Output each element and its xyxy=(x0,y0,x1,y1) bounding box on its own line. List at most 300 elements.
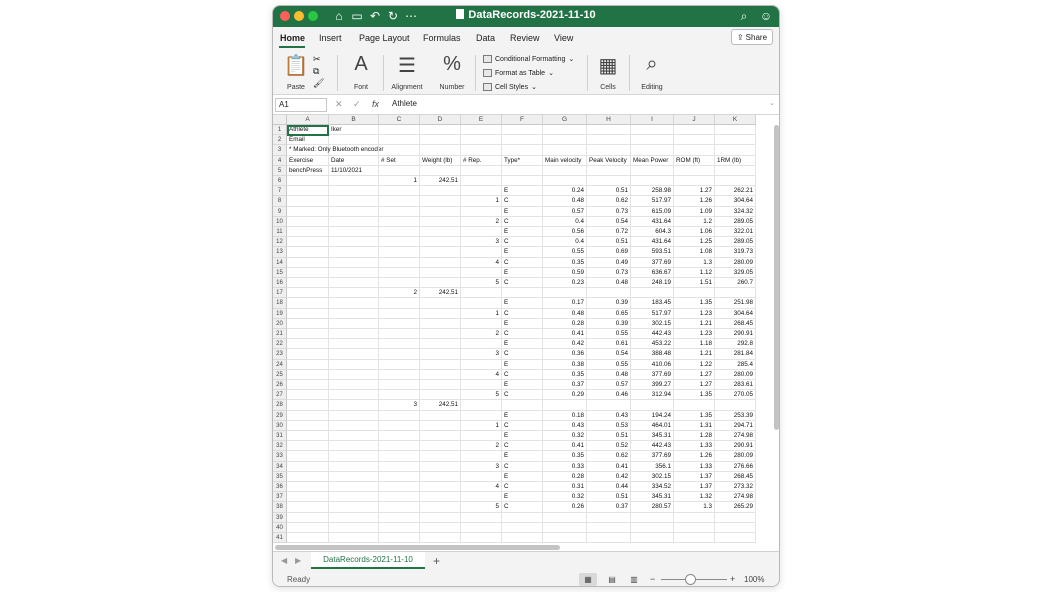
cell-D5[interactable] xyxy=(420,166,461,176)
cell-A21[interactable] xyxy=(287,329,329,339)
cell-K39[interactable] xyxy=(715,513,756,523)
cell-J37[interactable]: 1.32 xyxy=(674,492,715,502)
tab-data[interactable]: Data xyxy=(476,33,496,43)
cell-F15[interactable]: E xyxy=(502,268,543,278)
cell-D28[interactable]: 242.51 xyxy=(420,400,461,410)
cell-C36[interactable] xyxy=(379,482,420,492)
cell-J26[interactable]: 1.27 xyxy=(674,380,715,390)
cell-D29[interactable] xyxy=(420,411,461,421)
cell-C26[interactable] xyxy=(379,380,420,390)
cell-K12[interactable]: 289.05 xyxy=(715,237,756,247)
cell-B28[interactable] xyxy=(329,400,379,410)
cell-G6[interactable] xyxy=(543,176,587,186)
cell-E11[interactable] xyxy=(461,227,502,237)
copy-icon[interactable]: ⧉ xyxy=(313,66,320,76)
cell-E22[interactable] xyxy=(461,339,502,349)
cell-A37[interactable] xyxy=(287,492,329,502)
cell-K34[interactable]: 276.66 xyxy=(715,462,756,472)
cell-I40[interactable] xyxy=(631,523,674,533)
cell-C38[interactable] xyxy=(379,502,420,512)
cell-D24[interactable] xyxy=(420,360,461,370)
column-header[interactable]: J xyxy=(674,115,715,125)
row-header[interactable]: 12 xyxy=(273,237,287,247)
cell-H2[interactable] xyxy=(587,135,631,145)
cell-A5[interactable]: benchPress xyxy=(287,166,329,176)
cell-K35[interactable]: 268.45 xyxy=(715,472,756,482)
cell-H3[interactable] xyxy=(587,145,631,155)
cell-F3[interactable] xyxy=(502,145,543,155)
row-header[interactable]: 22 xyxy=(273,339,287,349)
cell-C23[interactable] xyxy=(379,349,420,359)
cell-B20[interactable] xyxy=(329,319,379,329)
column-header[interactable]: G xyxy=(543,115,587,125)
cell-F18[interactable]: E xyxy=(502,298,543,308)
cell-B27[interactable] xyxy=(329,390,379,400)
cell-I28[interactable] xyxy=(631,400,674,410)
cell-C19[interactable] xyxy=(379,309,420,319)
cell-I22[interactable]: 453.22 xyxy=(631,339,674,349)
cell-I1[interactable] xyxy=(631,125,674,135)
cell-J20[interactable]: 1.21 xyxy=(674,319,715,329)
cell-J40[interactable] xyxy=(674,523,715,533)
cell-G9[interactable]: 0.57 xyxy=(543,207,587,217)
cell-I41[interactable] xyxy=(631,533,674,543)
cell-G35[interactable]: 0.28 xyxy=(543,472,587,482)
cell-D17[interactable]: 242.51 xyxy=(420,288,461,298)
cell-G36[interactable]: 0.31 xyxy=(543,482,587,492)
select-all-corner[interactable] xyxy=(273,115,287,125)
cell-K38[interactable]: 265.29 xyxy=(715,502,756,512)
cell-B29[interactable] xyxy=(329,411,379,421)
function-icon[interactable]: fx xyxy=(372,99,380,109)
cell-G38[interactable]: 0.26 xyxy=(543,502,587,512)
cell-K19[interactable]: 304.64 xyxy=(715,309,756,319)
cell-G41[interactable] xyxy=(543,533,587,543)
cell-B3[interactable] xyxy=(329,145,379,155)
cell-A11[interactable] xyxy=(287,227,329,237)
cell-F4[interactable]: Type* xyxy=(502,156,543,166)
cell-E21[interactable]: 2 xyxy=(461,329,502,339)
cell-E31[interactable] xyxy=(461,431,502,441)
row-header[interactable]: 18 xyxy=(273,298,287,308)
cell-F16[interactable]: C xyxy=(502,278,543,288)
cell-D39[interactable] xyxy=(420,513,461,523)
cell-G3[interactable] xyxy=(543,145,587,155)
cell-I18[interactable]: 183.45 xyxy=(631,298,674,308)
cell-J39[interactable] xyxy=(674,513,715,523)
formula-input[interactable]: Athlete xyxy=(392,99,417,108)
cell-F37[interactable]: E xyxy=(502,492,543,502)
cell-F11[interactable]: E xyxy=(502,227,543,237)
more-icon[interactable]: ⋯ xyxy=(405,9,417,23)
cell-G30[interactable]: 0.43 xyxy=(543,421,587,431)
cell-F38[interactable]: C xyxy=(502,502,543,512)
cell-G21[interactable]: 0.41 xyxy=(543,329,587,339)
paste-group[interactable] xyxy=(279,51,313,95)
alignment-group[interactable] xyxy=(387,51,427,95)
cell-C37[interactable] xyxy=(379,492,420,502)
cell-E40[interactable] xyxy=(461,523,502,533)
cell-H23[interactable]: 0.54 xyxy=(587,349,631,359)
cell-F31[interactable]: E xyxy=(502,431,543,441)
cell-D27[interactable] xyxy=(420,390,461,400)
cell-E20[interactable] xyxy=(461,319,502,329)
cell-G18[interactable]: 0.17 xyxy=(543,298,587,308)
cell-A39[interactable] xyxy=(287,513,329,523)
page-layout-view-icon[interactable]: ▤ xyxy=(608,575,616,584)
cell-G25[interactable]: 0.35 xyxy=(543,370,587,380)
cell-J8[interactable]: 1.26 xyxy=(674,196,715,206)
cell-C21[interactable] xyxy=(379,329,420,339)
cell-C8[interactable] xyxy=(379,196,420,206)
cell-B34[interactable] xyxy=(329,462,379,472)
cell-H1[interactable] xyxy=(587,125,631,135)
cell-F10[interactable]: C xyxy=(502,217,543,227)
cell-H16[interactable]: 0.48 xyxy=(587,278,631,288)
cell-K10[interactable]: 289.05 xyxy=(715,217,756,227)
cell-D6[interactable]: 242.51 xyxy=(420,176,461,186)
cell-C5[interactable] xyxy=(379,166,420,176)
cell-H39[interactable] xyxy=(587,513,631,523)
cell-A16[interactable] xyxy=(287,278,329,288)
cell-H15[interactable]: 0.73 xyxy=(587,268,631,278)
cell-G33[interactable]: 0.35 xyxy=(543,451,587,461)
cell-B12[interactable] xyxy=(329,237,379,247)
cell-H4[interactable]: Peak Velocity xyxy=(587,156,631,166)
cell-D40[interactable] xyxy=(420,523,461,533)
cell-J6[interactable] xyxy=(674,176,715,186)
cell-F19[interactable]: C xyxy=(502,309,543,319)
row-header[interactable]: 19 xyxy=(273,309,287,319)
cell-C22[interactable] xyxy=(379,339,420,349)
cell-D38[interactable] xyxy=(420,502,461,512)
column-header[interactable]: F xyxy=(502,115,543,125)
cell-D18[interactable] xyxy=(420,298,461,308)
cell-F41[interactable] xyxy=(502,533,543,543)
cell-D36[interactable] xyxy=(420,482,461,492)
row-header[interactable]: 34 xyxy=(273,462,287,472)
cell-H35[interactable]: 0.42 xyxy=(587,472,631,482)
cell-H5[interactable] xyxy=(587,166,631,176)
cell-B26[interactable] xyxy=(329,380,379,390)
cell-B13[interactable] xyxy=(329,247,379,257)
row-header[interactable]: 36 xyxy=(273,482,287,492)
cell-C20[interactable] xyxy=(379,319,420,329)
cell-I17[interactable] xyxy=(631,288,674,298)
next-sheet-icon[interactable]: ▶ xyxy=(295,556,302,565)
cell-H17[interactable] xyxy=(587,288,631,298)
cell-H11[interactable]: 0.72 xyxy=(587,227,631,237)
cell-E23[interactable]: 3 xyxy=(461,349,502,359)
cell-G28[interactable] xyxy=(543,400,587,410)
cell-I29[interactable]: 194.24 xyxy=(631,411,674,421)
cell-K30[interactable]: 294.71 xyxy=(715,421,756,431)
cell-G39[interactable] xyxy=(543,513,587,523)
cell-K36[interactable]: 273.32 xyxy=(715,482,756,492)
cell-G12[interactable]: 0.4 xyxy=(543,237,587,247)
cell-C16[interactable] xyxy=(379,278,420,288)
cell-I15[interactable]: 636.67 xyxy=(631,268,674,278)
cell-D33[interactable] xyxy=(420,451,461,461)
cell-H25[interactable]: 0.48 xyxy=(587,370,631,380)
cell-I35[interactable]: 302.15 xyxy=(631,472,674,482)
cell-H34[interactable]: 0.41 xyxy=(587,462,631,472)
row-header[interactable]: 17 xyxy=(273,288,287,298)
cell-D35[interactable] xyxy=(420,472,461,482)
cell-E36[interactable]: 4 xyxy=(461,482,502,492)
cell-G27[interactable]: 0.29 xyxy=(543,390,587,400)
cell-D4[interactable]: Weight (lb) xyxy=(420,156,461,166)
column-header[interactable]: E xyxy=(461,115,502,125)
cell-D20[interactable] xyxy=(420,319,461,329)
cell-E5[interactable] xyxy=(461,166,502,176)
cell-C11[interactable] xyxy=(379,227,420,237)
cell-C18[interactable] xyxy=(379,298,420,308)
cell-I7[interactable]: 258.98 xyxy=(631,186,674,196)
cell-G23[interactable]: 0.36 xyxy=(543,349,587,359)
zoom-in-button[interactable]: + xyxy=(730,574,736,584)
cell-D12[interactable] xyxy=(420,237,461,247)
cell-C4[interactable]: # Set xyxy=(379,156,420,166)
undo-icon[interactable]: ↶ xyxy=(369,9,381,23)
cell-J2[interactable] xyxy=(674,135,715,145)
cell-H12[interactable]: 0.51 xyxy=(587,237,631,247)
cell-I23[interactable]: 388.48 xyxy=(631,349,674,359)
cell-F14[interactable]: C xyxy=(502,258,543,268)
cell-F8[interactable]: C xyxy=(502,196,543,206)
cell-B5[interactable]: 11/10/2021 xyxy=(329,166,379,176)
cell-A1[interactable]: Athlete xyxy=(287,125,329,135)
cell-H8[interactable]: 0.62 xyxy=(587,196,631,206)
cell-G40[interactable] xyxy=(543,523,587,533)
cell-H7[interactable]: 0.51 xyxy=(587,186,631,196)
cell-H6[interactable] xyxy=(587,176,631,186)
cell-A2[interactable]: Email xyxy=(287,135,329,145)
cell-D2[interactable] xyxy=(420,135,461,145)
cell-D3[interactable] xyxy=(420,145,461,155)
cell-J21[interactable]: 1.23 xyxy=(674,329,715,339)
row-header[interactable]: 33 xyxy=(273,451,287,461)
cell-B21[interactable] xyxy=(329,329,379,339)
row-header[interactable]: 2 xyxy=(273,135,287,145)
cell-C2[interactable] xyxy=(379,135,420,145)
cell-D8[interactable] xyxy=(420,196,461,206)
cell-J35[interactable]: 1.37 xyxy=(674,472,715,482)
cell-B15[interactable] xyxy=(329,268,379,278)
row-header[interactable]: 1 xyxy=(273,125,287,135)
cell-E19[interactable]: 1 xyxy=(461,309,502,319)
cell-G34[interactable]: 0.33 xyxy=(543,462,587,472)
expand-formula-icon[interactable]: ⌄ xyxy=(769,100,775,107)
cell-B1[interactable]: Iker xyxy=(329,125,379,135)
cell-A31[interactable] xyxy=(287,431,329,441)
row-header[interactable]: 32 xyxy=(273,441,287,451)
row-header[interactable]: 35 xyxy=(273,472,287,482)
cell-J1[interactable] xyxy=(674,125,715,135)
cell-A38[interactable] xyxy=(287,502,329,512)
cell-K16[interactable]: 260.7 xyxy=(715,278,756,288)
cell-K6[interactable] xyxy=(715,176,756,186)
cell-H30[interactable]: 0.53 xyxy=(587,421,631,431)
cell-K3[interactable] xyxy=(715,145,756,155)
tab-insert[interactable]: Insert xyxy=(319,33,342,43)
cell-B22[interactable] xyxy=(329,339,379,349)
conditional-formatting-button[interactable] xyxy=(483,55,574,63)
cell-E4[interactable]: # Rep. xyxy=(461,156,502,166)
cell-D9[interactable] xyxy=(420,207,461,217)
cell-I13[interactable]: 593.51 xyxy=(631,247,674,257)
cell-D32[interactable] xyxy=(420,441,461,451)
cell-G19[interactable]: 0.48 xyxy=(543,309,587,319)
cell-C41[interactable] xyxy=(379,533,420,543)
cell-K37[interactable]: 274.98 xyxy=(715,492,756,502)
row-header[interactable]: 4 xyxy=(273,156,287,166)
cell-C14[interactable] xyxy=(379,258,420,268)
prev-sheet-icon[interactable]: ◀ xyxy=(281,556,288,565)
cell-F1[interactable] xyxy=(502,125,543,135)
worksheet-grid[interactable] xyxy=(273,115,780,551)
cell-K15[interactable]: 329.05 xyxy=(715,268,756,278)
cell-I31[interactable]: 345.31 xyxy=(631,431,674,441)
cell-I21[interactable]: 442.43 xyxy=(631,329,674,339)
cell-I11[interactable]: 604.3 xyxy=(631,227,674,237)
cell-I38[interactable]: 280.57 xyxy=(631,502,674,512)
cell-J14[interactable]: 1.3 xyxy=(674,258,715,268)
cell-B40[interactable] xyxy=(329,523,379,533)
cell-B18[interactable] xyxy=(329,298,379,308)
cell-K41[interactable] xyxy=(715,533,756,543)
tab-formulas[interactable]: Formulas xyxy=(423,33,461,43)
cell-H33[interactable]: 0.62 xyxy=(587,451,631,461)
row-header[interactable]: 39 xyxy=(273,513,287,523)
cell-K11[interactable]: 322.01 xyxy=(715,227,756,237)
cell-F40[interactable] xyxy=(502,523,543,533)
cell-C28[interactable]: 3 xyxy=(379,400,420,410)
cell-F21[interactable]: C xyxy=(502,329,543,339)
cell-J34[interactable]: 1.33 xyxy=(674,462,715,472)
cell-A6[interactable] xyxy=(287,176,329,186)
share-button[interactable] xyxy=(731,29,773,45)
cell-C34[interactable] xyxy=(379,462,420,472)
cells-group[interactable] xyxy=(591,51,625,95)
cell-G7[interactable]: 0.24 xyxy=(543,186,587,196)
cell-B31[interactable] xyxy=(329,431,379,441)
cancel-icon[interactable]: ✕ xyxy=(335,99,343,109)
cell-K8[interactable]: 304.64 xyxy=(715,196,756,206)
cell-F12[interactable]: C xyxy=(502,237,543,247)
cell-C29[interactable] xyxy=(379,411,420,421)
cell-F22[interactable]: E xyxy=(502,339,543,349)
cell-A10[interactable] xyxy=(287,217,329,227)
horizontal-scrollbar[interactable] xyxy=(275,545,560,550)
cell-F17[interactable] xyxy=(502,288,543,298)
cell-K1[interactable] xyxy=(715,125,756,135)
cell-K7[interactable]: 262.21 xyxy=(715,186,756,196)
cell-D7[interactable] xyxy=(420,186,461,196)
cell-D34[interactable] xyxy=(420,462,461,472)
cell-A35[interactable] xyxy=(287,472,329,482)
cell-E35[interactable] xyxy=(461,472,502,482)
cell-I5[interactable] xyxy=(631,166,674,176)
cell-C6[interactable]: 1 xyxy=(379,176,420,186)
cell-A28[interactable] xyxy=(287,400,329,410)
cell-A3[interactable]: * Marked: Only Bluetooth encoder xyxy=(287,145,329,155)
row-header[interactable]: 6 xyxy=(273,176,287,186)
zoom-slider-knob[interactable] xyxy=(685,574,696,585)
cell-C3[interactable] xyxy=(379,145,420,155)
cell-B30[interactable] xyxy=(329,421,379,431)
cell-A40[interactable] xyxy=(287,523,329,533)
cell-E41[interactable] xyxy=(461,533,502,543)
cell-F36[interactable]: C xyxy=(502,482,543,492)
cell-F24[interactable]: E xyxy=(502,360,543,370)
cell-D11[interactable] xyxy=(420,227,461,237)
cell-G17[interactable] xyxy=(543,288,587,298)
cell-F20[interactable]: E xyxy=(502,319,543,329)
row-header[interactable]: 16 xyxy=(273,278,287,288)
font-group[interactable] xyxy=(343,51,379,95)
cell-D14[interactable] xyxy=(420,258,461,268)
row-header[interactable]: 20 xyxy=(273,319,287,329)
cell-K9[interactable]: 324.32 xyxy=(715,207,756,217)
cell-K25[interactable]: 280.09 xyxy=(715,370,756,380)
cell-C1[interactable] xyxy=(379,125,420,135)
zoom-level[interactable]: 100% xyxy=(744,575,765,584)
cell-H32[interactable]: 0.52 xyxy=(587,441,631,451)
cell-I16[interactable]: 248.19 xyxy=(631,278,674,288)
row-header[interactable]: 40 xyxy=(273,523,287,533)
cell-G29[interactable]: 0.18 xyxy=(543,411,587,421)
cell-J25[interactable]: 1.27 xyxy=(674,370,715,380)
cell-G8[interactable]: 0.48 xyxy=(543,196,587,206)
cell-A4[interactable]: Exercise xyxy=(287,156,329,166)
cell-H19[interactable]: 0.65 xyxy=(587,309,631,319)
column-header[interactable]: A xyxy=(287,115,329,125)
cell-G1[interactable] xyxy=(543,125,587,135)
row-header[interactable]: 11 xyxy=(273,227,287,237)
cell-J10[interactable]: 1.2 xyxy=(674,217,715,227)
cell-C12[interactable] xyxy=(379,237,420,247)
cell-D31[interactable] xyxy=(420,431,461,441)
cell-H26[interactable]: 0.57 xyxy=(587,380,631,390)
cell-A7[interactable] xyxy=(287,186,329,196)
cell-I2[interactable] xyxy=(631,135,674,145)
tab-home[interactable]: Home xyxy=(280,33,306,43)
cell-C35[interactable] xyxy=(379,472,420,482)
cell-C40[interactable] xyxy=(379,523,420,533)
column-header[interactable]: B xyxy=(329,115,379,125)
cell-C13[interactable] xyxy=(379,247,420,257)
cell-H37[interactable]: 0.51 xyxy=(587,492,631,502)
cell-D26[interactable] xyxy=(420,380,461,390)
cell-F32[interactable]: C xyxy=(502,441,543,451)
cell-G22[interactable]: 0.42 xyxy=(543,339,587,349)
cell-C17[interactable]: 2 xyxy=(379,288,420,298)
cell-A17[interactable] xyxy=(287,288,329,298)
cell-J17[interactable] xyxy=(674,288,715,298)
cell-F5[interactable] xyxy=(502,166,543,176)
cell-J12[interactable]: 1.25 xyxy=(674,237,715,247)
cell-K40[interactable] xyxy=(715,523,756,533)
cell-E30[interactable]: 1 xyxy=(461,421,502,431)
cell-E33[interactable] xyxy=(461,451,502,461)
row-header[interactable]: 29 xyxy=(273,411,287,421)
cell-J9[interactable]: 1.09 xyxy=(674,207,715,217)
cell-F29[interactable]: E xyxy=(502,411,543,421)
row-header[interactable]: 31 xyxy=(273,431,287,441)
cell-G2[interactable] xyxy=(543,135,587,145)
cell-J13[interactable]: 1.08 xyxy=(674,247,715,257)
